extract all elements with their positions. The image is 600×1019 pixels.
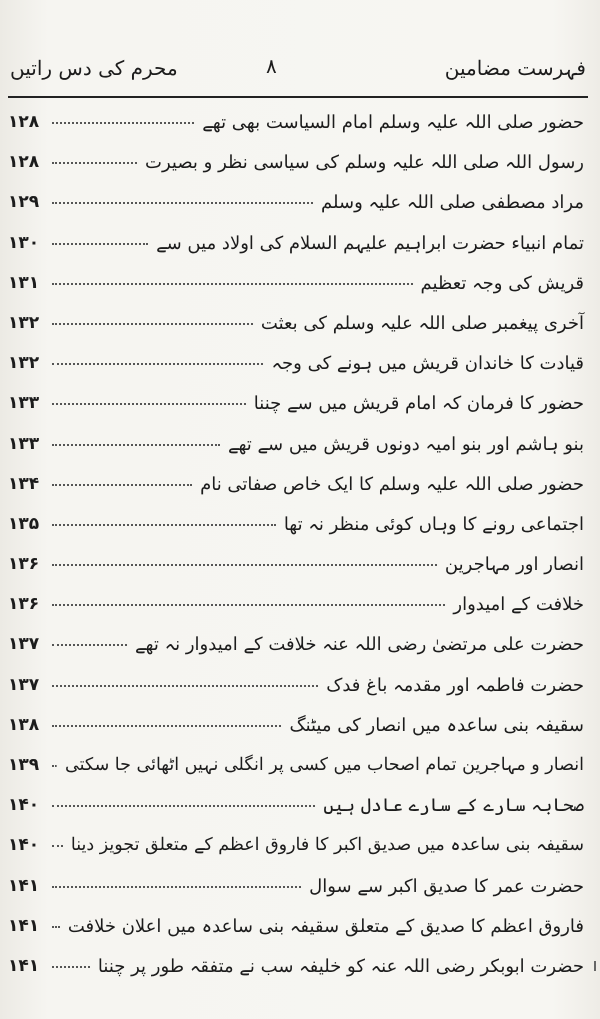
toc-entry-title: خلافت کے امیدوار [453,594,584,616]
toc-entry-page: ۱۳۶ [8,554,40,575]
leader-dots [52,685,318,687]
toc-entry-page: ۱۴۱ [8,915,40,936]
toc-entry-page: ۱۲۸ [8,152,40,173]
toc-entry [8,144,584,184]
leader-dots [52,644,127,646]
toc-entry [8,586,584,626]
leader-dots [52,524,276,526]
toc-entry-title: حضرت فاطمہ اور مقدمہ باغ فدک [326,674,584,696]
toc-entry-title: انصار و مہاجرین تمام اصحاب میں کسی پر انگلی نہیں اٹھائی جا سکتی [65,755,584,775]
leader-dots [52,564,437,566]
toc-entry-title: حضور کا فرمان کہ امام قریش میں سے چننا [253,393,584,415]
toc-entry-title: انصار اور مہاجرین [444,554,584,576]
toc-entry-page: ۱۲۹ [8,192,40,213]
toc-entry-page: ۱۳۲ [8,312,40,333]
leader-dots [52,725,281,727]
toc-entry [8,626,584,666]
leader-dots [52,363,263,365]
toc-entry-title: حضور صلی اللہ علیہ وسلم کا ایک خاص صفاتی نام [200,473,584,495]
toc-entry-page: ۱۳۳ [8,393,40,414]
header-rule [8,96,588,98]
page-edge-mark [594,961,596,971]
toc-entry-page: ۱۳۶ [8,594,40,615]
toc-entry-page: ۱۳۴ [8,473,40,494]
leader-dots [52,283,413,285]
toc-entry [8,747,584,787]
toc-entry [8,265,584,305]
toc-entry-page: ۱۳۲ [8,353,40,374]
toc-entry-page: ۱۴۱ [8,875,40,896]
toc-entry [8,506,584,546]
toc-entry-page: ۱۴۰ [8,835,40,856]
toc-entry [8,385,584,425]
toc-entry-title: رسول اللہ صلی اللہ علیہ وسلم کی سیاسی نظر و بصیرت [145,152,584,174]
toc-entry [8,948,584,988]
toc-entry [8,908,584,948]
leader-dots [52,162,137,164]
section-title: فہرست مضامین [444,56,586,80]
toc-entry-title: اجتماعی رونے کا وہاں کوئی منظر نہ تھا [283,513,584,535]
leader-dots [52,484,192,486]
toc-entry-title: قریش کی وجہ تعظیم [420,272,584,294]
toc-entry-title: فاروق اعظم کا صدیق کے متعلق سقیفہ بنی ساعدہ میں اعلان خلافت [67,915,584,937]
toc-entry [8,667,584,707]
toc-entry-page: ۱۳۷ [8,634,40,655]
toc-entry-title: آخری پیغمبر صلی اللہ علیہ وسلم کی بعثت [260,312,584,334]
toc-entry-title: قیادت کا خاندان قریش میں ہونے کی وجہ [271,353,584,375]
leader-dots [52,886,301,888]
leader-dots [52,202,313,204]
toc-entry [8,104,584,144]
leader-dots [52,805,315,807]
toc-entry-page: ۱۳۵ [8,513,40,534]
toc-entry-title: سقیفہ بنی ساعدہ میں صدیق اکبر کا فاروق اعظم کے متعلق تجویز دینا [70,835,584,856]
toc-entry-title: بنو ہاشم اور بنو امیہ دونوں قریش میں سے تھے [227,433,584,455]
toc-entry-page: ۱۴۰ [8,795,40,816]
page-number: ۸ [266,54,277,78]
leader-dots [52,926,60,928]
toc-entry-title: سقیفہ بنی ساعدہ میں انصار کی میٹنگ [289,714,584,736]
leader-dots [52,323,253,325]
toc-entry-title: حضور صلی اللہ علیہ وسلم امام السیاست بھی تھے [202,112,584,133]
book-title: محرم کی دس راتیں [10,56,178,80]
toc-entry-page: ۱۲۸ [8,112,40,132]
leader-dots [52,122,194,124]
toc-entry [8,868,584,908]
leader-dots [52,403,246,405]
toc-entry-title: مراد مصطفی صلی اللہ علیہ وسلم [321,192,584,214]
page-header [10,50,586,94]
leader-dots [52,845,63,847]
table-of-contents [8,104,584,988]
toc-entry-page: ۱۳۱ [8,272,40,293]
toc-entry [8,225,584,265]
toc-entry-title: صحابہ سارے کے سارے عادل ہیں [323,795,584,817]
toc-entry-page: ۱۳۹ [8,755,40,775]
toc-entry [8,787,584,827]
toc-entry [8,546,584,586]
toc-entry [8,305,584,345]
toc-entry-page: ۱۳۷ [8,674,40,695]
leader-dots [52,243,148,245]
leader-dots [52,444,220,446]
toc-entry-title: حضرت ابوبکر رضی اللہ عنہ کو خلیفہ سب نے متفقہ طور پر چننا [97,955,584,977]
toc-entry [8,466,584,506]
toc-entry [8,345,584,385]
toc-entry-page: ۱۴۱ [8,955,40,976]
toc-entry-title: تمام انبیاء حضرت ابراہیم علیہم السلام کی اولاد میں سے [156,232,584,254]
leader-dots [52,966,90,968]
leader-dots [52,604,445,606]
toc-entry-page: ۱۳۳ [8,433,40,454]
toc-entry [8,707,584,747]
toc-entry-title: حضرت عمر کا صدیق اکبر سے سوال [309,875,584,897]
leader-dots [52,765,57,767]
toc-entry [8,426,584,466]
toc-entry-page: ۱۳۸ [8,714,40,735]
toc-entry-page: ۱۳۰ [8,232,40,253]
toc-entry [8,827,584,867]
toc-entry [8,184,584,224]
toc-entry-title: حضرت علی مرتضیٰ رضی اللہ عنہ خلافت کے امیدوار نہ تھے [135,634,584,656]
